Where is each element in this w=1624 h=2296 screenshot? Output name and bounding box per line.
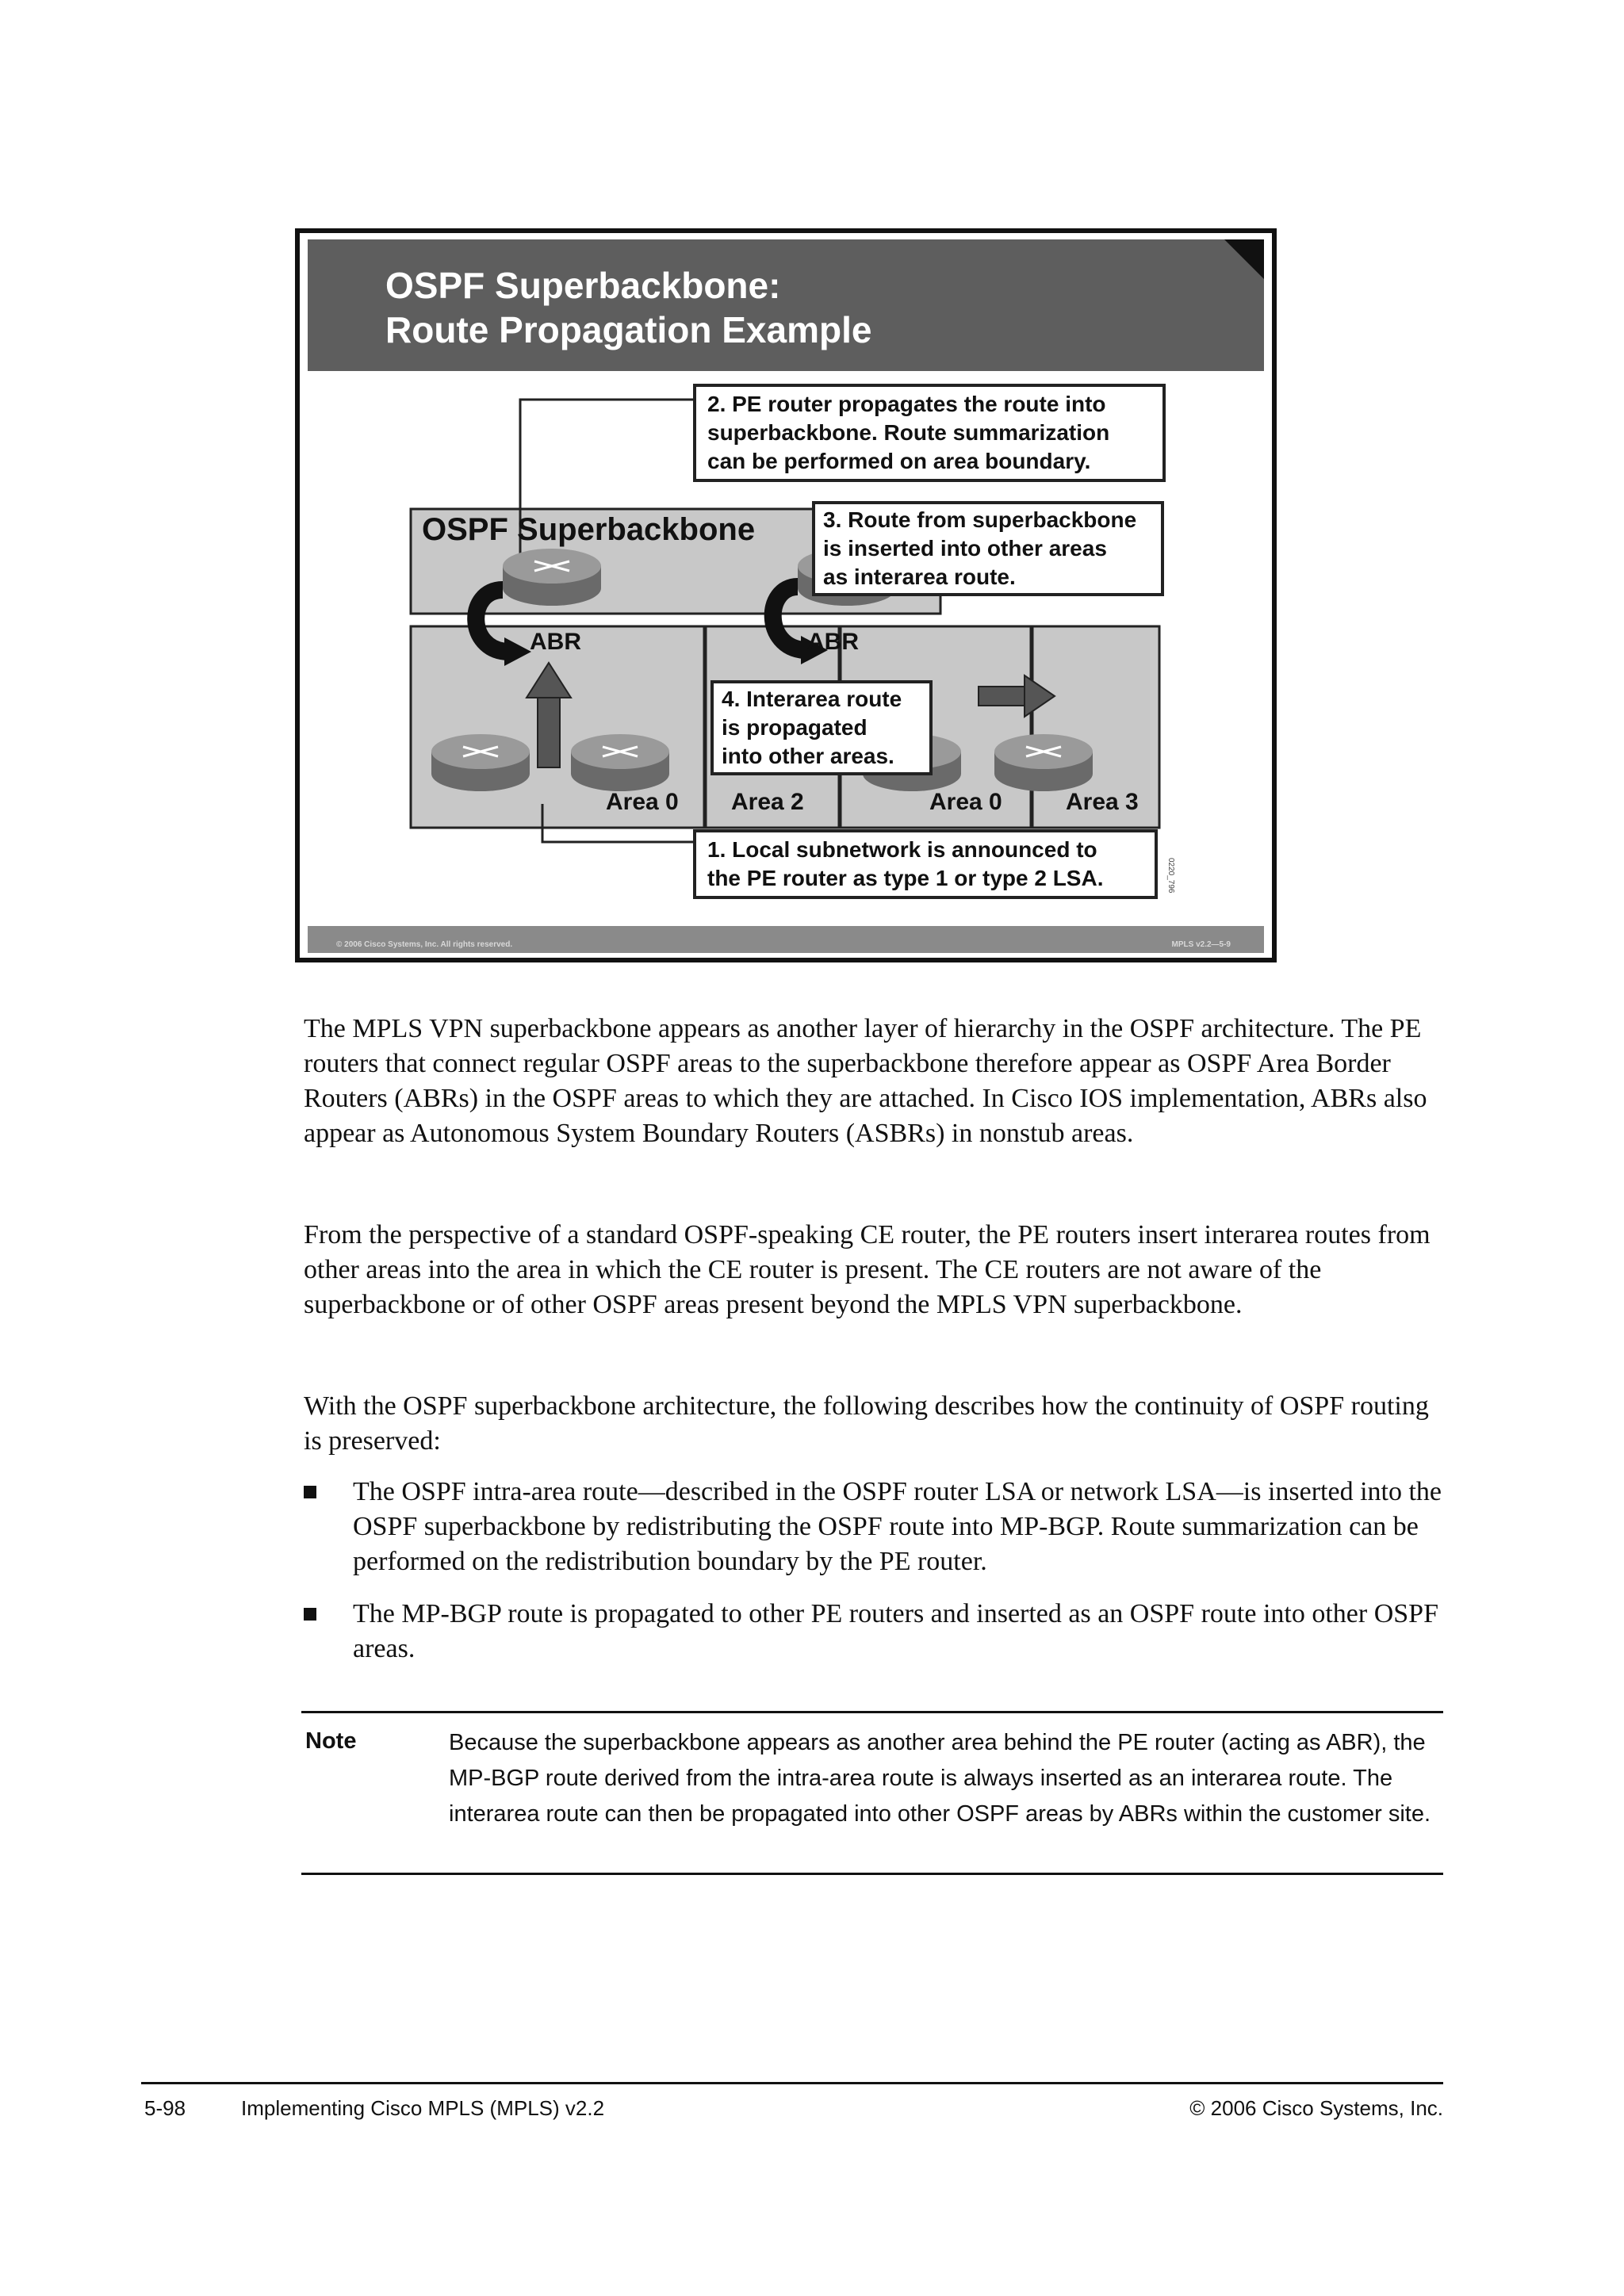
abr-label-left: ABR (530, 629, 581, 655)
area-label: Area 0 (606, 789, 679, 815)
callout-step-3: 3. Route from superbackbone is inserted into other areas as interarea route. (812, 501, 1164, 596)
slide-title: OSPF Superbackbone: Route Propagation Example (385, 265, 872, 350)
bullet-square-icon (304, 1486, 316, 1498)
slide-figure (295, 228, 1277, 962)
superbackbone-label: OSPF Superbackbone (422, 512, 756, 547)
area-label: Area 3 (1066, 789, 1139, 815)
router-icon-abr-left (503, 549, 601, 606)
bullet-text: The MP-BGP route is propagated to other PE routers and inserted as an OSPF route into other OSPF areas. (353, 1599, 1438, 1663)
area-label: Area 2 (731, 789, 804, 815)
footer-rule (141, 2082, 1443, 2084)
footer-page-number: 5-98 (144, 2096, 186, 2120)
area-label: Area 0 (929, 789, 1002, 815)
slide-version: MPLS v2.2—5-9 (1171, 940, 1231, 949)
footer-book-title: Implementing Cisco MPLS (MPLS) v2.2 (241, 2096, 605, 2120)
abr-label-right: ABR (807, 629, 859, 655)
paragraph-3: With the OSPF superbackbone architecture, the following describes how the continuity of OSPF routing is preserved: (304, 1391, 1429, 1456)
bullet-text: The OSPF intra-area route—described in the OSPF router LSA or network LSA—is inserted into the OSPF superbackbone by redistributing the OSPF route into MP-BGP. Route summarization can be performed on the redistribution boundary by the PE router. (353, 1477, 1442, 1576)
bullet-square-icon (304, 1608, 316, 1621)
paragraph-2: From the perspective of a standard OSPF-speaking CE router, the PE routers insert interarea routes from other areas into the area in which the CE router is present. The CE routers are not aware of the superbackbone or of other OSPF areas present beyond the MPLS VPN superbackbone. (304, 1220, 1431, 1319)
callout-step-2: 2. PE router propagates the route into superbackbone. Route summarization can be performed on area boundary. (693, 384, 1166, 482)
figure-id: 0220_796 (1166, 858, 1175, 894)
router-icon-ce-left-1 (431, 734, 530, 791)
note-label: Note (305, 1728, 357, 1754)
paragraph-1: The MPLS VPN superbackbone appears as another layer of hierarchy in the OSPF architecture. The PE routers that connect regular OSPF areas to the superbackbone therefore appear as OSPF Area Border Routers (ABRs) in the OSPF areas to which they are attached. In Cisco IOS implementation, ABRs also appear as Autonomous System Boundary Routers (ASBRs) in nonstub areas. (304, 1014, 1427, 1148)
note-bottom-rule (301, 1873, 1443, 1875)
footer-copyright: © 2006 Cisco Systems, Inc. (1189, 2096, 1443, 2120)
note-text: Because the superbackbone appears as another area behind the PE router (acting as ABR), the MP-BGP route derived from the intra-area route is always inserted as an interarea route. The interarea route can then be propagated into other OSPF areas by ABRs within the customer site. (449, 1730, 1431, 1827)
slide-copyright: © 2006 Cisco Systems, Inc. All rights reserved. (336, 940, 513, 949)
callout-step-1: 1. Local subnetwork is announced to the PE router as type 1 or type 2 LSA. (693, 829, 1158, 899)
callout-step-4: 4. Interarea route is propagated into other areas. (710, 680, 933, 775)
note-top-rule (301, 1711, 1443, 1713)
router-icon-ce-right-2 (994, 734, 1093, 791)
router-icon-ce-left-2 (571, 734, 669, 791)
